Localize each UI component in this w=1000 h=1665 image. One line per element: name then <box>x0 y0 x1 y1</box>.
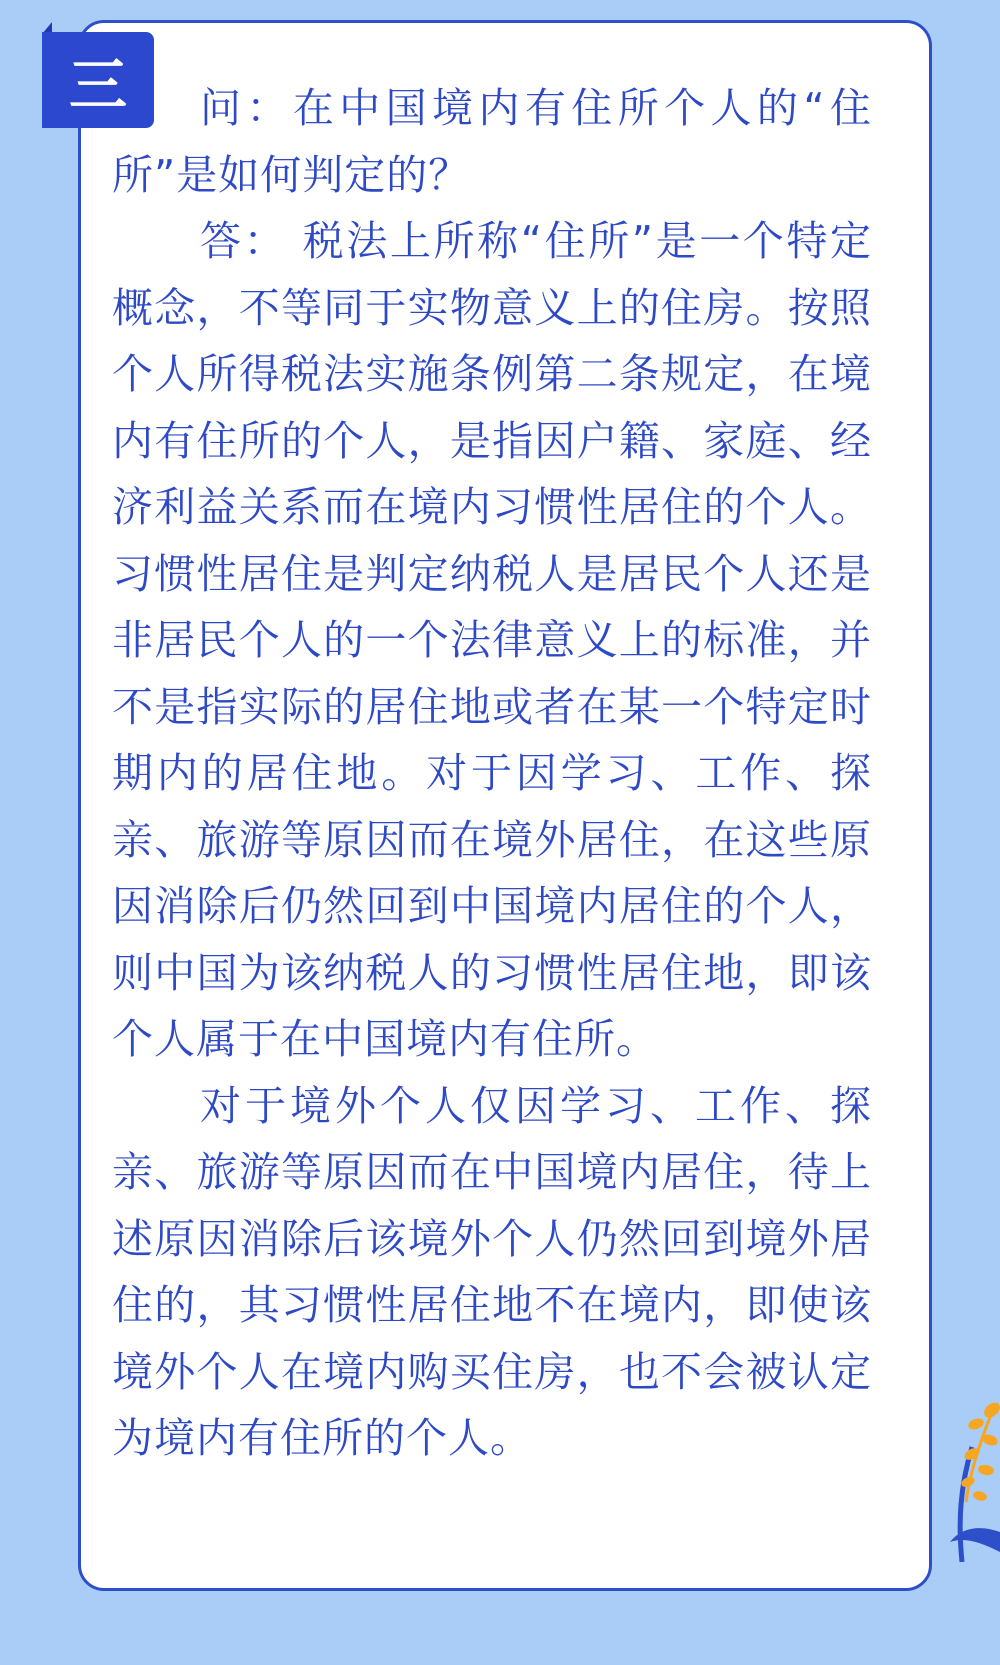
answer-paragraph-2: 对于境外个人仅因学习、工作、探亲、旅游等原因而在中国境内居住，待上述原因消除后该境外个人仍然回到境外居住的，其习惯性居住地不在境内，即使该境外个人在境内购买住房，也不会被认定为境内有住所的个人。 <box>112 1081 872 1462</box>
answer-paragraph-1: 答： 税法上所称“住所”是一个特定概念，不等同于实物意义上的住房。按照个人所得税法实施条例第二条规定，在境内有住所的个人，是指因户籍、家庭、经济利益关系而在境内习惯性居住的个人。习惯性居住是判定纳税人是居民个人还是非居民个人的一个法律意义上的标准，并不是指实际的居住地或者在某一个特定时期内的居住地。对于因学习、工作、探亲、旅游等原因而在境外居住，在这些原因消除后仍然回到中国境内居住的个人，则中国为该纳税人的习惯性居住地，即该个人属于在中国境内有住所。 <box>112 217 872 1063</box>
leaf-branch-icon <box>930 1392 1000 1562</box>
section-number-badge: 三 <box>42 32 154 128</box>
question-text: 问：在中国境内有住所个人的“住所”是如何判定的？ <box>112 84 872 199</box>
qa-content <box>112 75 872 1472</box>
